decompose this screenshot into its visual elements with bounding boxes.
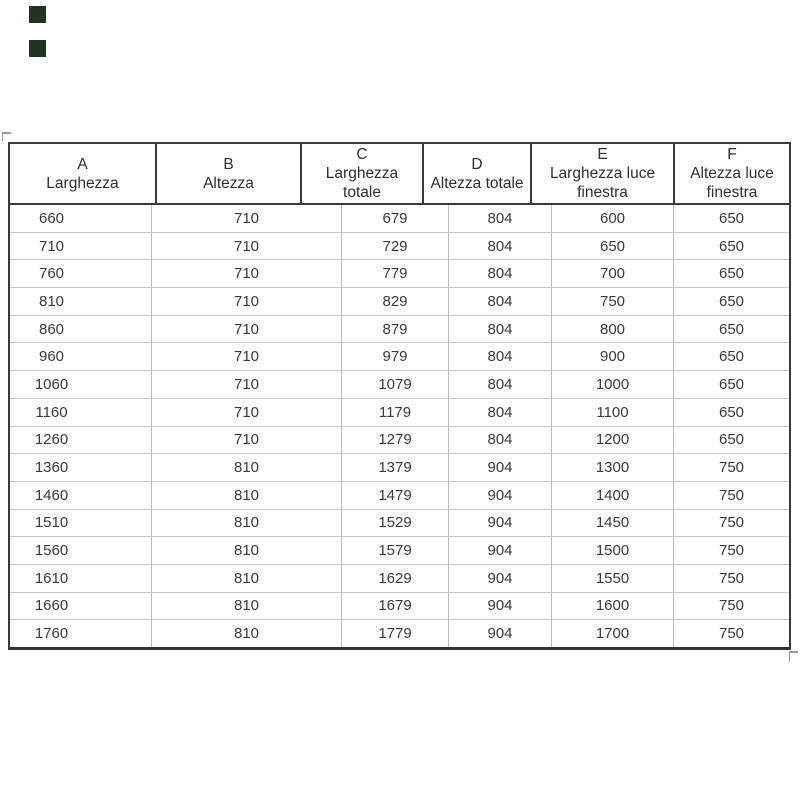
table-cell: 760 [10, 260, 152, 287]
table-cell: 1600 [552, 593, 674, 620]
column-letter: F [727, 146, 737, 163]
table-cell: 1200 [552, 427, 674, 454]
table-cell: 810 [152, 510, 342, 537]
table-cell: 650 [718, 265, 745, 283]
table-cell: 1000 [552, 371, 674, 398]
table-row [10, 316, 789, 344]
table-row [10, 260, 789, 288]
table-cell: 904 [449, 593, 552, 620]
table-cell: 1460 [10, 482, 152, 509]
table-row [10, 288, 789, 316]
table-row [10, 565, 789, 593]
table-cell: 1700 [552, 620, 674, 647]
table-cell: 810 [152, 482, 342, 509]
column-header-F [675, 144, 789, 203]
table-cell: 1450 [552, 510, 674, 537]
window-size-spec-table [8, 142, 791, 650]
decor-square-top [29, 6, 46, 23]
column-header-B [157, 144, 302, 203]
table-row [10, 593, 789, 621]
column-label-line: Altezza luce [690, 165, 774, 182]
table-cell: 700 [552, 260, 674, 287]
column-letter: D [471, 155, 483, 173]
table-cell: 710 [10, 233, 152, 260]
column-letter: B [223, 155, 234, 173]
column-label-line: Larghezza luce [549, 165, 656, 182]
column-letter: A [77, 155, 88, 173]
table-cell: 810 [10, 288, 152, 315]
table-cell: 710 [152, 316, 342, 343]
column-header-E [532, 144, 675, 203]
column-header-A [10, 144, 157, 203]
table-cell: 810 [152, 537, 342, 564]
table-cell: 750 [718, 625, 745, 643]
table-cell: 1279 [342, 427, 449, 454]
table-cell: 750 [718, 542, 745, 560]
table-cell: 750 [718, 569, 745, 587]
table-cell: 904 [449, 454, 552, 481]
table-cell: 1079 [342, 371, 449, 398]
table-cell: 710 [152, 288, 342, 315]
table-cell: 1779 [342, 620, 449, 647]
column-label-line: Larghezza [325, 165, 399, 182]
table-cell: 904 [449, 565, 552, 592]
table-row [10, 233, 789, 261]
table-cell: 750 [718, 597, 745, 615]
table-cell: 810 [152, 454, 342, 481]
table-cell: 710 [152, 399, 342, 426]
table-cell: 650 [718, 375, 745, 393]
table-cell: 710 [152, 343, 342, 370]
table-cell: 650 [718, 209, 745, 227]
column-letter: C [356, 146, 368, 163]
table-cell: 650 [552, 233, 674, 260]
table-cell: 650 [718, 320, 745, 338]
table-row [10, 205, 789, 233]
table-cell: 1550 [552, 565, 674, 592]
table-cell: 1379 [342, 454, 449, 481]
column-label-line: Altezza totale [430, 174, 524, 192]
column-label-line: finestra [706, 184, 758, 201]
column-letter: E [597, 146, 608, 163]
table-cell: 1560 [10, 537, 152, 564]
table-cell: 810 [152, 593, 342, 620]
table-cell: 904 [449, 620, 552, 647]
table-cell: 750 [718, 486, 745, 504]
table-cell: 1500 [552, 537, 674, 564]
table-cell: 750 [718, 514, 745, 532]
table-cell: 679 [342, 205, 449, 232]
table-cell: 750 [552, 288, 674, 315]
table-cell: 810 [152, 565, 342, 592]
table-cell: 1510 [10, 510, 152, 537]
table-cell: 750 [718, 459, 745, 477]
table-cell: 1400 [552, 482, 674, 509]
table-cell: 1610 [10, 565, 152, 592]
table-cell: 1179 [342, 399, 449, 426]
table-row [10, 399, 789, 427]
table-cell: 710 [152, 233, 342, 260]
crop-corner-mark-topleft [2, 132, 11, 141]
table-body [8, 205, 791, 650]
column-label-line: totale [343, 184, 381, 201]
decor-square-bottom [29, 40, 46, 57]
table-cell: 804 [449, 371, 552, 398]
table-cell: 810 [152, 620, 342, 647]
table-header-row [8, 142, 791, 205]
table-cell: 1679 [342, 593, 449, 620]
table-cell: 650 [718, 237, 745, 255]
column-label-line: finestra [577, 184, 628, 201]
crop-corner-mark-bottomright [789, 651, 798, 662]
table-cell: 804 [449, 233, 552, 260]
table-cell: 804 [449, 343, 552, 370]
table-cell: 960 [10, 343, 152, 370]
table-cell: 1479 [342, 482, 449, 509]
table-cell: 804 [449, 316, 552, 343]
table-cell: 800 [552, 316, 674, 343]
table-cell: 1260 [10, 427, 152, 454]
table-cell: 904 [449, 482, 552, 509]
table-row [10, 343, 789, 371]
table-cell: 879 [342, 316, 449, 343]
table-cell: 1060 [10, 371, 152, 398]
table-cell: 804 [449, 427, 552, 454]
table-cell: 860 [10, 316, 152, 343]
table-row [10, 371, 789, 399]
table-cell: 710 [152, 371, 342, 398]
table-cell: 1529 [342, 510, 449, 537]
table-cell: 1360 [10, 454, 152, 481]
table-row [10, 482, 789, 510]
table-cell: 829 [342, 288, 449, 315]
table-cell: 710 [152, 427, 342, 454]
table-row [10, 510, 789, 538]
table-row [10, 454, 789, 482]
table-cell: 904 [449, 510, 552, 537]
table-cell: 979 [342, 343, 449, 370]
table-cell: 600 [552, 205, 674, 232]
table-row [10, 427, 789, 455]
table-cell: 660 [10, 205, 152, 232]
column-header-D [424, 144, 532, 203]
table-cell: 1100 [552, 399, 674, 426]
table-cell: 1660 [10, 593, 152, 620]
table-cell: 650 [718, 292, 745, 310]
table-cell: 710 [152, 260, 342, 287]
table-cell: 804 [449, 399, 552, 426]
table-cell: 1760 [10, 620, 152, 647]
table-cell: 1629 [342, 565, 449, 592]
table-cell: 779 [342, 260, 449, 287]
table-row [10, 537, 789, 565]
table-cell: 1300 [552, 454, 674, 481]
table-cell: 650 [718, 348, 745, 366]
table-cell: 804 [449, 260, 552, 287]
table-cell: 1579 [342, 537, 449, 564]
table-cell: 804 [449, 205, 552, 232]
column-header-C [302, 144, 424, 203]
column-label-line: Altezza [203, 174, 254, 192]
table-cell: 804 [449, 288, 552, 315]
table-row [10, 620, 789, 647]
table-cell: 900 [552, 343, 674, 370]
table-cell: 710 [152, 205, 342, 232]
table-cell: 650 [718, 431, 745, 449]
table-cell: 729 [342, 233, 449, 260]
table-cell: 904 [449, 537, 552, 564]
table-cell: 1160 [10, 399, 152, 426]
table-cell: 650 [718, 403, 745, 421]
column-label-line: Larghezza [46, 174, 119, 192]
